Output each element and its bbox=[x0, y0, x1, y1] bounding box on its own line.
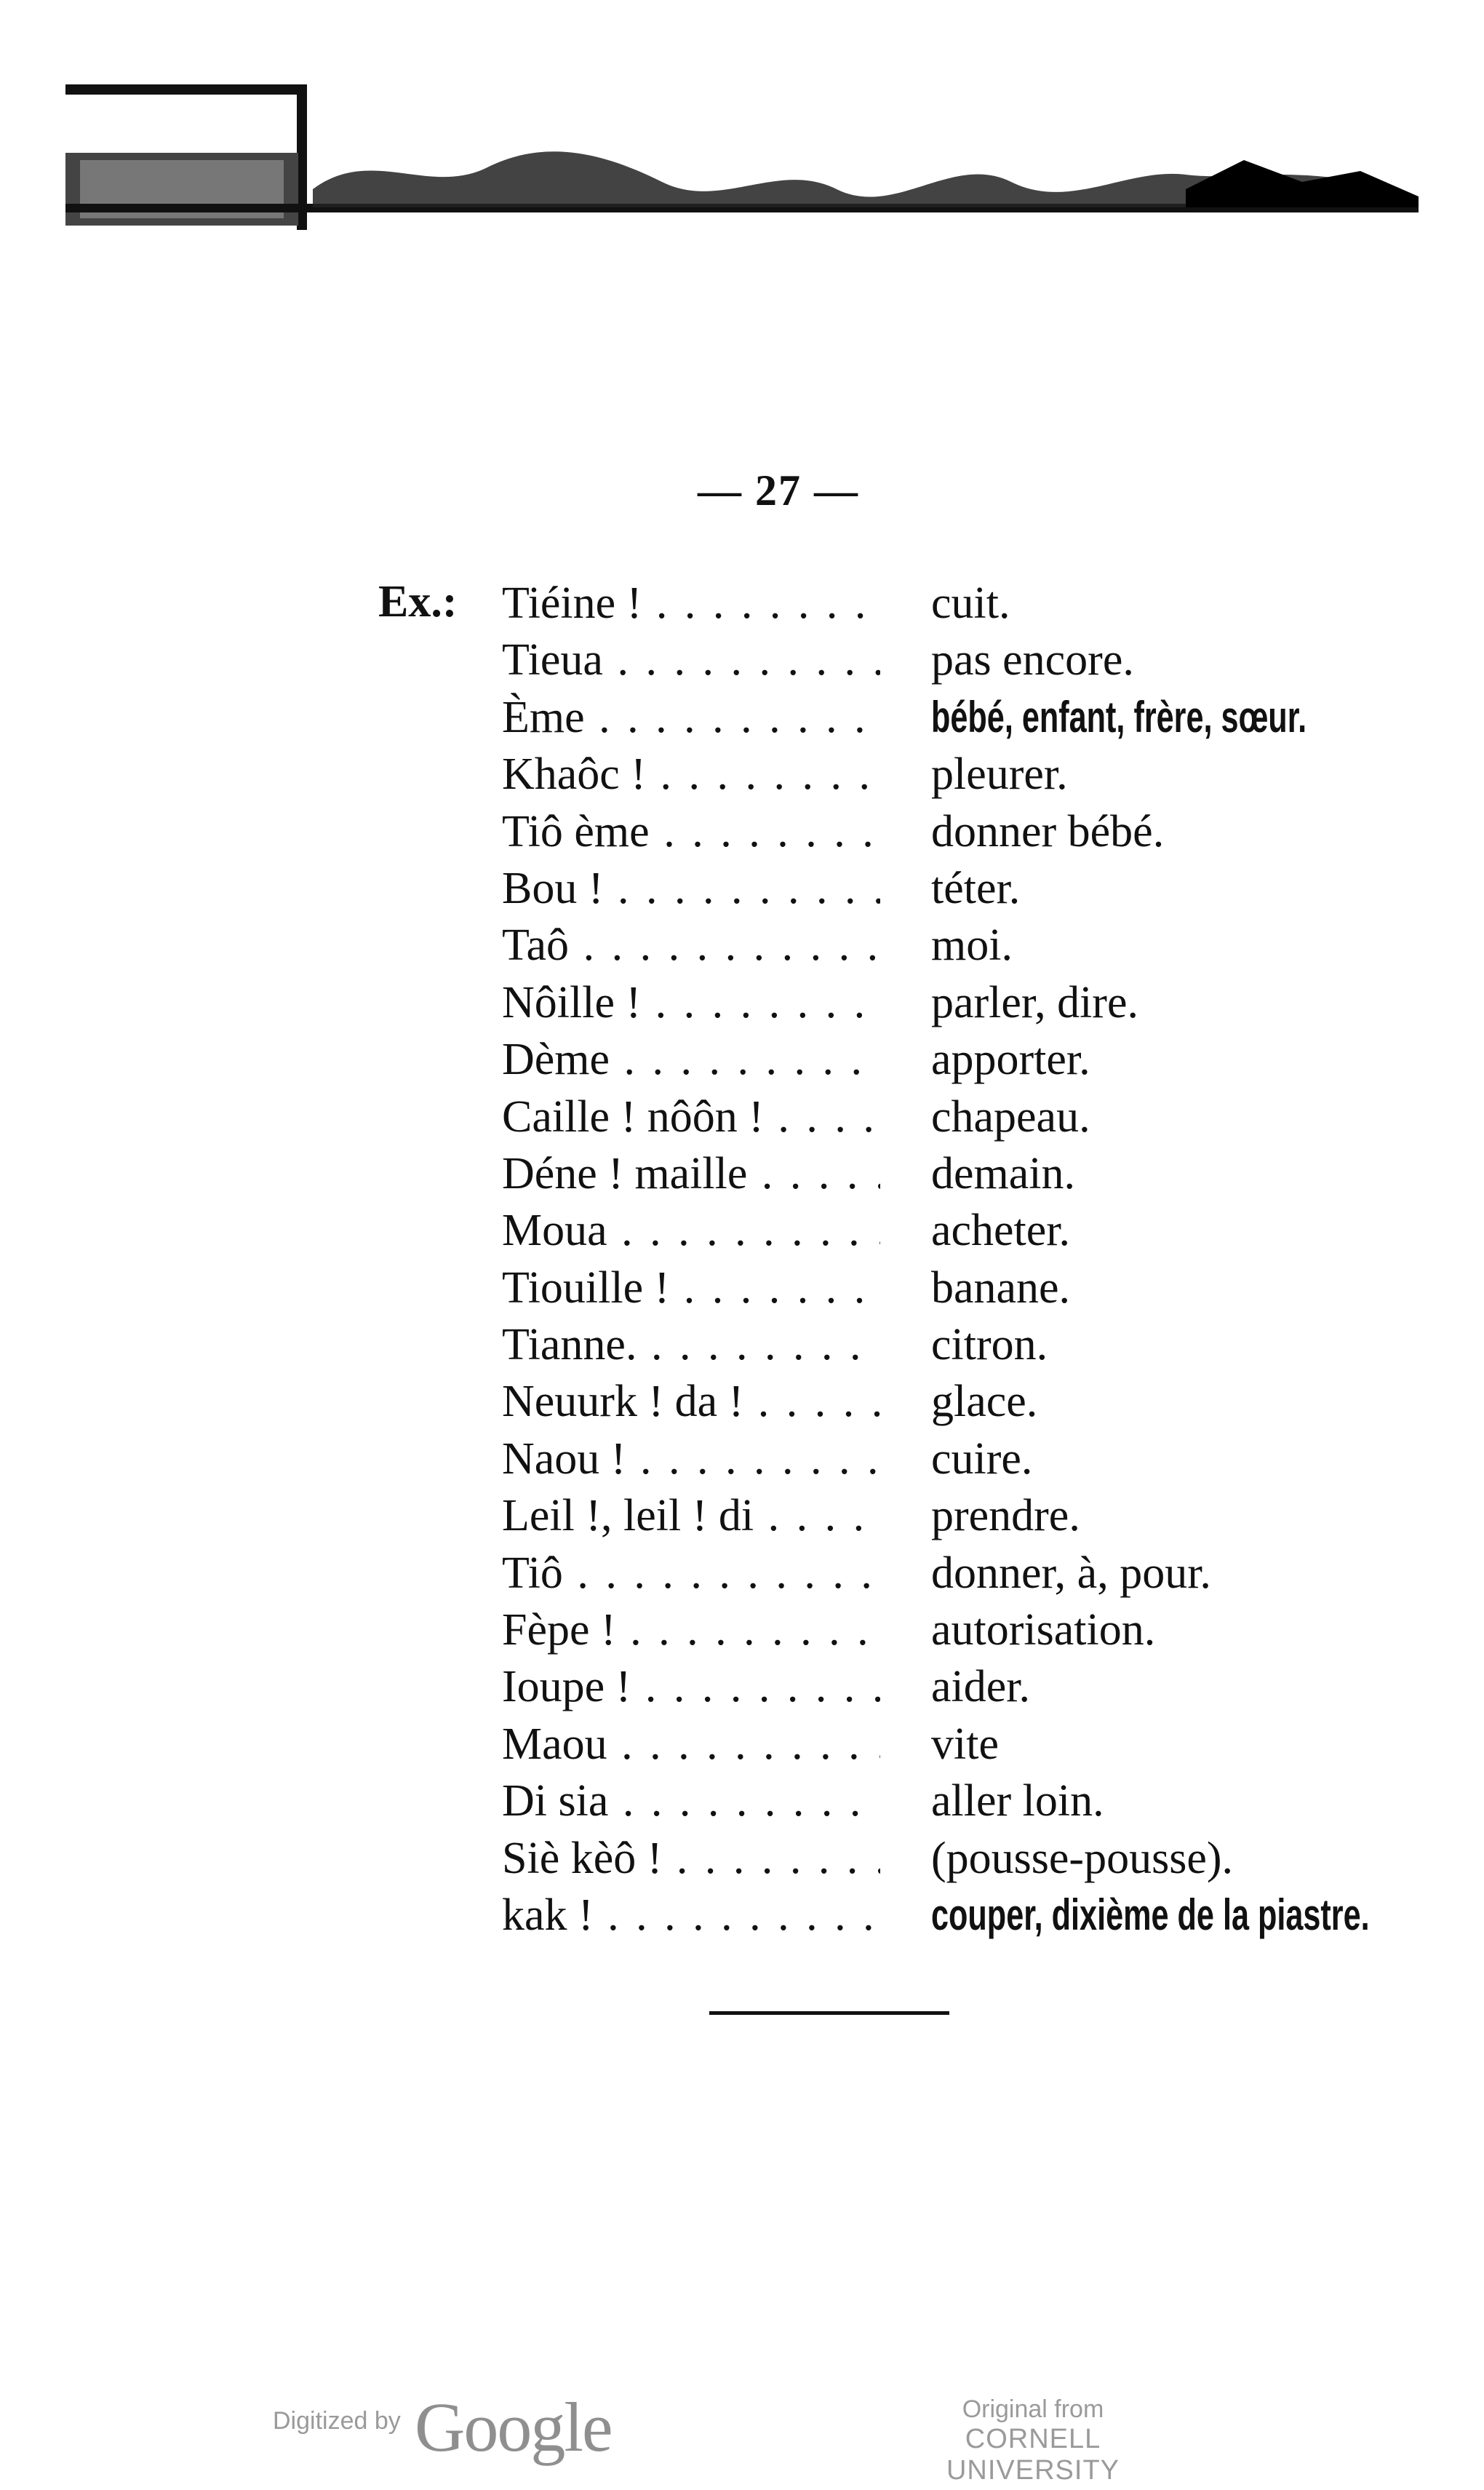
entry-term: Ème . . . bbox=[502, 689, 880, 746]
list-item bbox=[502, 974, 1346, 1031]
entry-meaning: pleurer. bbox=[931, 749, 1068, 800]
digitized-by-label: Digitized by bbox=[273, 2407, 401, 2435]
entry-meaning: couper, dixième de la piastre. bbox=[931, 1890, 1370, 1939]
list-item bbox=[502, 1830, 1346, 1887]
list-item bbox=[502, 689, 1346, 746]
entry-term: Bou ! . . . bbox=[502, 860, 880, 917]
entry-meaning: banane. bbox=[931, 1262, 1071, 1313]
entry-meaning: demain. bbox=[931, 1148, 1075, 1198]
section-divider bbox=[709, 2011, 949, 2015]
list-item bbox=[502, 917, 1346, 974]
entry-term: Tiô . . . bbox=[502, 1545, 880, 1602]
list-item bbox=[502, 1089, 1346, 1145]
list-item bbox=[502, 1431, 1346, 1487]
list-item bbox=[502, 575, 1346, 632]
entry-term: Tianne. . . . bbox=[502, 1316, 880, 1373]
original-source-credit bbox=[887, 2395, 1178, 2486]
entry-meaning: aider. bbox=[931, 1662, 1030, 1712]
list-item bbox=[502, 1487, 1346, 1544]
entry-term: Siè kèô ! . . . bbox=[502, 1830, 880, 1887]
header-ornament-icon bbox=[65, 80, 1419, 240]
list-item bbox=[502, 1602, 1346, 1658]
list-item bbox=[502, 1887, 1370, 1944]
entry-term: Nôille ! . . . bbox=[502, 974, 880, 1031]
entry-meaning: donner, à, pour. bbox=[931, 1548, 1211, 1598]
entry-term: Khaôc ! . . . bbox=[502, 746, 880, 803]
entry-meaning: parler, dire. bbox=[931, 977, 1138, 1027]
list-item bbox=[502, 803, 1346, 860]
entry-meaning: prendre. bbox=[931, 1491, 1080, 1541]
entry-meaning: aller loin. bbox=[931, 1776, 1104, 1826]
entry-term: kak ! . . . bbox=[502, 1887, 880, 1944]
list-item bbox=[502, 1545, 1346, 1602]
entry-meaning: glace. bbox=[931, 1377, 1038, 1427]
entry-meaning: donner bébé. bbox=[931, 806, 1165, 856]
entry-meaning: cuire. bbox=[931, 1433, 1033, 1484]
entry-meaning: apporter. bbox=[931, 1035, 1090, 1085]
entry-term: Naou ! . . . bbox=[502, 1431, 880, 1487]
vocabulary-list bbox=[502, 575, 1370, 1944]
entry-term: Tieua . . . bbox=[502, 632, 880, 688]
google-logo: Google bbox=[415, 2388, 612, 2466]
list-item bbox=[502, 1031, 1346, 1088]
entry-term: Tiô ème . . . bbox=[502, 803, 880, 860]
entry-meaning: chapeau. bbox=[931, 1091, 1090, 1142]
entry-term: Leil !, leil ! di . . . bbox=[502, 1487, 880, 1544]
entry-term: Maou . . . bbox=[502, 1716, 880, 1773]
entry-term: Déne ! maille . . . bbox=[502, 1145, 880, 1202]
institution-name: CORNELL UNIVERSITY bbox=[946, 2424, 1120, 2486]
list-item bbox=[502, 1202, 1346, 1259]
entry-meaning: acheter. bbox=[931, 1206, 1071, 1256]
entry-term: Dème . . . bbox=[502, 1031, 880, 1088]
entry-meaning: moi. bbox=[931, 920, 1013, 971]
entry-meaning: pas encore. bbox=[931, 635, 1134, 685]
entry-meaning: cuit. bbox=[931, 578, 1010, 628]
list-item bbox=[502, 1145, 1346, 1202]
list-item bbox=[502, 1373, 1346, 1430]
entry-meaning: autorisation. bbox=[931, 1605, 1156, 1655]
list-item bbox=[502, 1260, 1346, 1316]
list-item bbox=[502, 632, 1346, 688]
entry-term: Tiouille ! . . . bbox=[502, 1260, 880, 1316]
entry-term: Fèpe ! . . . bbox=[502, 1602, 880, 1658]
page-number: — 27 — bbox=[698, 466, 859, 514]
entry-meaning: téter. bbox=[931, 863, 1021, 913]
entry-term: Caille ! nôôn ! . . . bbox=[502, 1089, 880, 1145]
entry-meaning: vite bbox=[931, 1719, 999, 1769]
list-item bbox=[502, 1658, 1346, 1715]
entry-term: Moua . . . bbox=[502, 1202, 880, 1259]
entry-term: Di sia . . . bbox=[502, 1773, 880, 1829]
entry-term: Taô . . . bbox=[502, 917, 880, 974]
entry-term: Tiéine ! . . . bbox=[502, 575, 880, 632]
entry-meaning: bébé, enfant, frère, sœur. bbox=[931, 692, 1307, 741]
entry-meaning: (pousse-pousse). bbox=[931, 1833, 1233, 1883]
entry-term: Neuurk ! da ! . . . bbox=[502, 1373, 880, 1430]
list-item bbox=[502, 746, 1346, 803]
entry-meaning: citron. bbox=[931, 1320, 1048, 1370]
list-item bbox=[502, 860, 1346, 917]
list-item bbox=[502, 1316, 1346, 1373]
list-item bbox=[502, 1716, 1346, 1773]
original-from-label: Original from bbox=[962, 2395, 1104, 2423]
example-label: Ex.: bbox=[378, 577, 458, 627]
entry-term: Ioupe ! . . . bbox=[502, 1658, 880, 1715]
list-item bbox=[502, 1773, 1346, 1829]
